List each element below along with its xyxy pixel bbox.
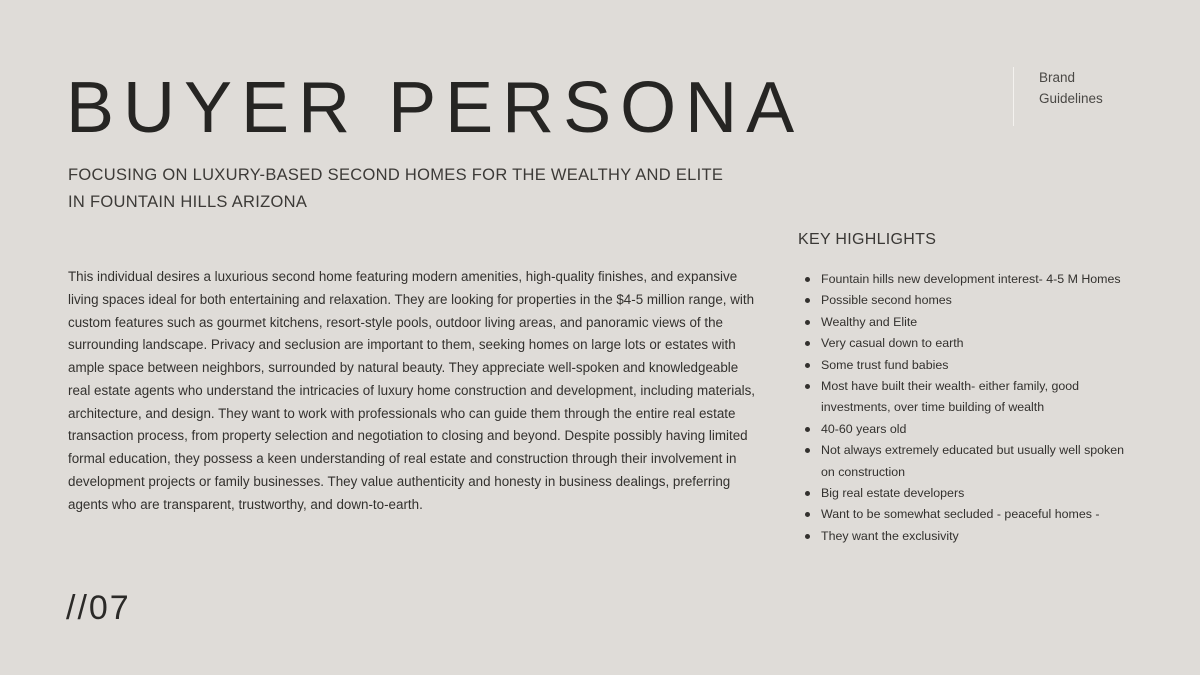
list-item-text: Possible second homes: [821, 293, 952, 308]
page-number: //07: [66, 589, 131, 627]
list-item-text: Want to be somewhat secluded - peaceful homes -: [821, 507, 1100, 522]
bullet-icon: [805, 277, 810, 282]
bullet-icon: [805, 427, 810, 432]
list-item-text: Fountain hills new development interest- 4-5 M Homes: [821, 272, 1121, 286]
list-item-text: Some trust fund babies: [821, 357, 949, 372]
bullet-icon: [805, 298, 810, 303]
bullet-icon: [805, 341, 810, 346]
bullet-icon: [805, 363, 810, 368]
list-item: [821, 290, 1131, 311]
list-item-text: 40-60 years old: [821, 421, 907, 436]
brand-label: Brand: [1039, 70, 1076, 85]
bullet-icon: [805, 534, 810, 539]
brand-guidelines-label: [1013, 67, 1103, 126]
bullet-icon: [805, 491, 810, 496]
list-item: [821, 376, 1131, 419]
persona-description: This individual desires a luxurious second home featuring modern amenities, high-quality finishes, and expansive living spaces ideal for both entertaining and relaxation. They are looking for properties in the $4-5 million range, with custom features such as gourmet kitchens, resort-style pools, outdoor living areas, and panoramic views of the surrounding landscape. Privacy and seclusion are important to them, seeking homes on large lots or estates with ample space between neighbors, surrounded by natural beauty. They appreciate well-spoken and knowledgeable real estate agents who understand the intricacies of luxury home construction and development, including materials, architecture, and design. They want to work with professionals who can guide them through the entire real estate transaction process, from property selection and negotiation to closing and beyond. Despite possibly having limited formal education, they possess a keen understanding of real estate and construction through their involvement in development projects or family businesses. They value authenticity and honesty in business dealings, preferring agents who are transparent, trustworthy, and down-to-earth.: [68, 269, 756, 512]
key-highlights-title: KEY HIGHLIGHTS: [798, 231, 937, 248]
list-item: [821, 483, 1131, 504]
list-item: [821, 269, 1131, 290]
page-title: BUYER PERSONA: [66, 68, 804, 148]
list-item-text: They want the exclusivity: [821, 528, 959, 543]
key-highlights-list: [821, 269, 1131, 547]
guidelines-label: Guidelines: [1039, 91, 1103, 106]
list-item-text: Most have built their wealth- either family, good investments, over time building of wealth: [821, 379, 1080, 415]
list-item-text: Not always extremely educated but usually well spoken on construction: [821, 443, 1125, 479]
list-item-text: Very casual down to earth: [821, 336, 964, 351]
bullet-icon: [805, 512, 810, 517]
list-item-text: Big real estate developers: [821, 486, 965, 501]
list-item: [821, 312, 1131, 333]
list-item: [821, 440, 1131, 483]
bullet-icon: [805, 384, 810, 389]
list-item-text: Wealthy and Elite: [821, 314, 918, 329]
bullet-icon: [805, 448, 810, 453]
list-item: [821, 419, 1131, 440]
list-item: [821, 504, 1131, 525]
bullet-icon: [805, 320, 810, 325]
list-item: [821, 355, 1131, 376]
subtitle: FOCUSING ON LUXURY-BASED SECOND HOMES FOR THE WEALTHY AND ELITE IN FOUNTAIN HILLS ARIZONA: [68, 166, 724, 211]
list-item: [821, 333, 1131, 354]
list-item: [821, 526, 1131, 547]
